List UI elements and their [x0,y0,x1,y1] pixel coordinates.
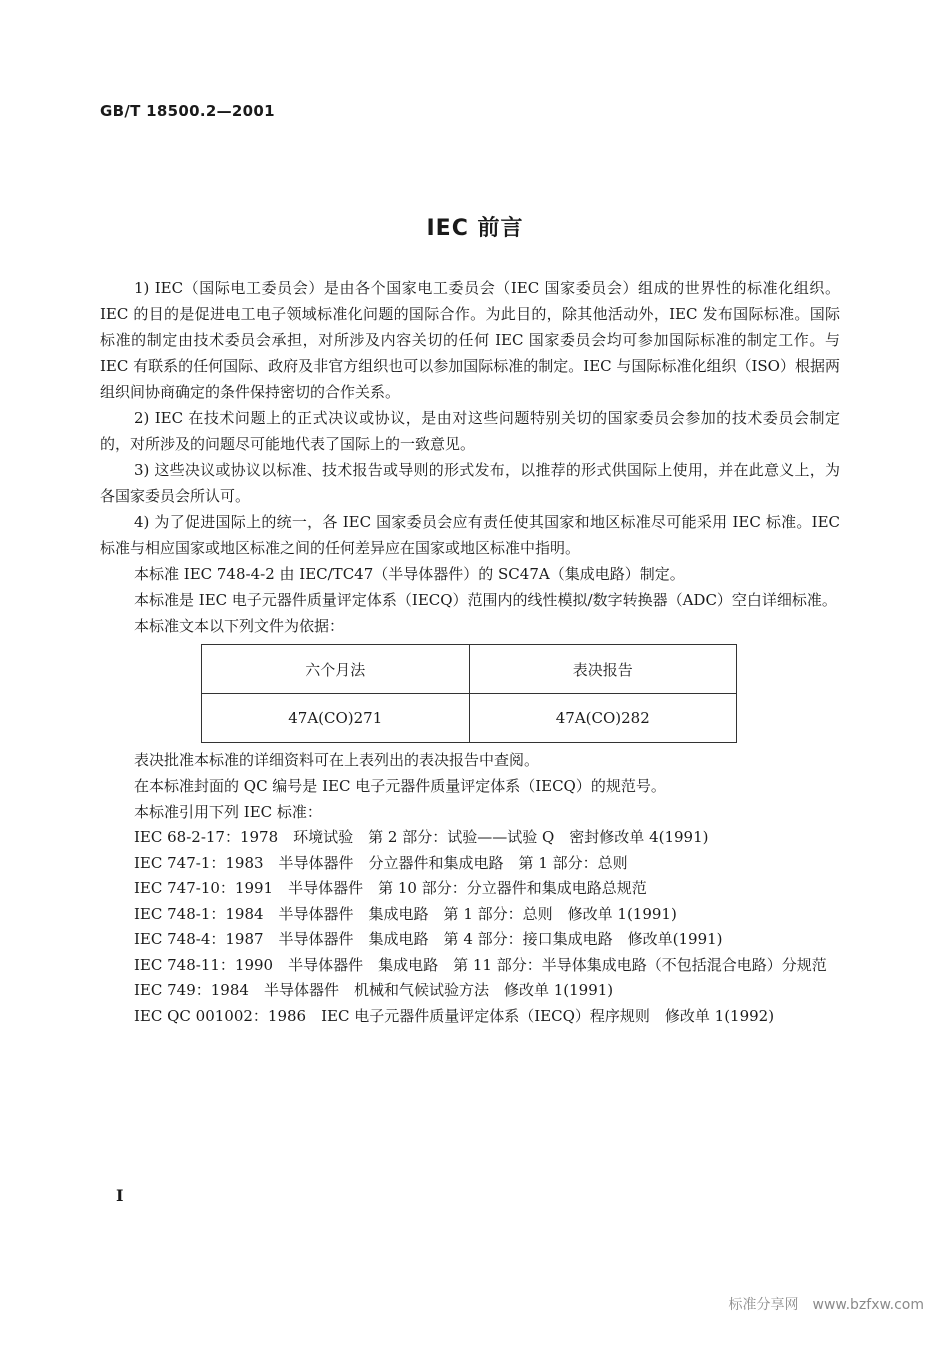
document-body [100,275,840,1029]
table-header-row [202,645,737,694]
page-title: IEC 前言 [426,216,524,241]
reference-code: IEC 747-1：1983 [134,853,279,872]
after-table-line-2: 在本标准封面的 QC 编号是 IEC 电子元器件质量评定体系（IECQ）的规范号。 [134,777,666,795]
reference-description: 半导体器件 集成电路 第 4 部分：接口集成电路 修改单(1991) [278,930,723,948]
paragraph-2: 2) IEC 在技术问题上的正式决议或协议，是由对这些问题特别关切的国家委员会参加的技术委员会制定的，对所涉及的问题尽可能地代表了国际上的一致意见。 [100,409,840,453]
after-table-line-3: 本标准引用下列 IEC 标准： [134,803,322,821]
paragraph-7: 本标准文本以下列文件为依据： [134,617,345,635]
reference-code: IEC 68-2-17：1978 [134,828,294,846]
reference-description: 半导体器件 分立器件和集成电路 第 1 部分：总则 [278,853,628,872]
list-item [100,978,840,1004]
reference-description: 环境试验 第 2 部分：试验——试验 Q 密封修改单 4(1991) [293,828,709,846]
paragraph-5: 本标准 IEC 748-4-2 由 IEC/TC47（半导体器件）的 SC47A（集成电路）制定。 [134,565,685,583]
table-cell: 47A(CO)271 [202,694,470,743]
table-header-cell: 表决报告 [469,645,737,694]
table-cell: 47A(CO)282 [469,694,737,743]
paragraph-1: 1) IEC（国际电工委员会）是由各个国家电工委员会（IEC 国家委员会）组成的世界性的标准化组织。IEC 的目的是促进电工电子领域标准化问题的国际合作。为此目的，除其他活动外，IEC 发布国际标准。国际标准的制定由技术委员会承担，对所涉及内容关切的任何 IEC 国家委员会均可参加国际标准的制定工作。与 IEC 有联系的任何国际、政府及非官方组织也可以参加国际标准的制定。IEC 与国际标准化组织（ISO）根据两组织间协商确定的条件保持密切的合作关系。 [100,279,840,401]
reference-list [100,825,840,1029]
reference-description: 半导体器件 集成电路 第 11 部分：半导体集成电路（不包括混合电路）分规范 [288,955,827,974]
watermark-text: 标准分享网 www.bzfxw.com [728,1297,924,1313]
reference-code: IEC QC 001002：1986 [134,1006,322,1025]
standard-code: GB/T 18500.2—2001 [100,102,275,120]
reference-description: 半导体器件 第 10 部分：分立器件和集成电路总规范 [288,879,647,897]
table-header-cell: 六个月法 [202,645,470,694]
after-table-line-1: 表决批准本标准的详细资料可在上表列出的表决报告中查阅。 [134,751,540,769]
reference-code: IEC 747-10：1991 [134,879,289,897]
list-item [100,1004,840,1030]
table-row [202,694,737,743]
list-item [100,825,840,851]
paragraph-4: 4) 为了促进国际上的统一，各 IEC 国家委员会应有责任使其国家和地区标准尽可能采用 IEC 标准。IEC 标准与相应国家或地区标准之间的任何差异应在国家或地区标准中指明。 [100,513,840,557]
reference-description: 半导体器件 机械和气候试验方法 修改单 1(1991) [263,981,614,999]
reference-code: IEC 748-4：1987 [134,930,279,948]
paragraph-6: 本标准是 IEC 电子元器件质量评定体系（IECQ）范围内的线性模拟/数字转换器（ADC）空白详细标准。 [134,591,837,609]
reference-code: IEC 748-11：1990 [134,955,289,974]
list-item [100,851,840,877]
paragraph-3: 3) 这些决议或协议以标准、技术报告或导则的形式发布，以推荐的形式供国际上使用，并在此意义上，为各国家委员会所认可。 [100,461,840,505]
reference-description: 半导体器件 集成电路 第 1 部分：总则 修改单 1(1991) [278,904,677,923]
list-item [100,876,840,902]
reference-code: IEC 749：1984 [134,981,264,999]
list-item [100,902,840,928]
page-number: I [116,1186,124,1205]
list-item [100,953,840,979]
reference-code: IEC 748-1：1984 [134,904,279,923]
list-item [100,927,840,953]
voting-documents-table [201,644,737,743]
reference-description: IEC 电子元器件质量评定体系（IECQ）程序规则 修改单 1(1992) [321,1006,775,1025]
